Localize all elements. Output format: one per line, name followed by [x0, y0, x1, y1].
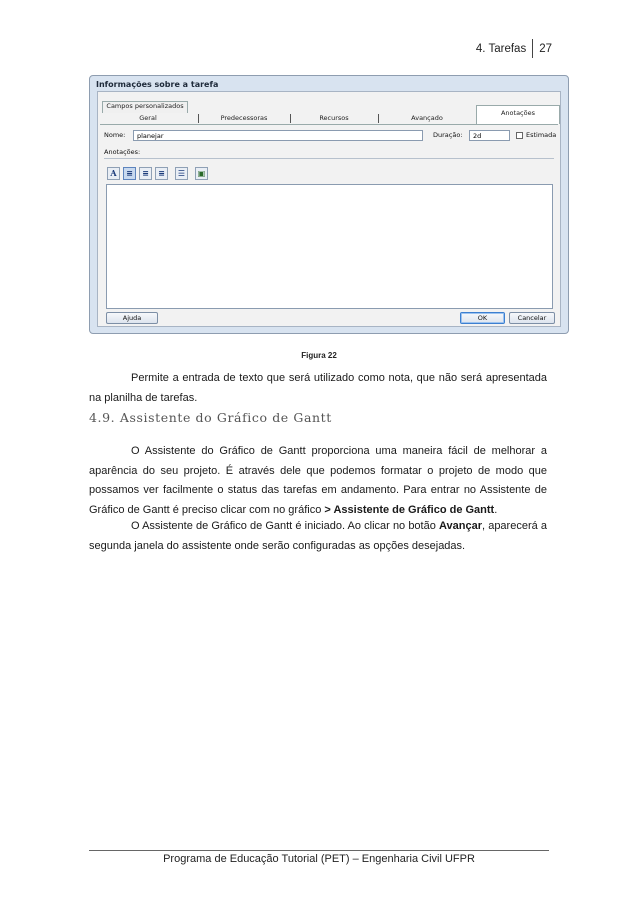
- estimated-label: Estimada: [526, 131, 557, 139]
- tab-custom-fields-label: Campos personalizados: [106, 102, 184, 110]
- paragraph-1: [89, 369, 547, 408]
- ok-button[interactable]: OK: [460, 312, 505, 324]
- align-left-icon[interactable]: ≡: [123, 167, 136, 180]
- estimated-checkbox[interactable]: [516, 132, 523, 139]
- notes-textarea[interactable]: [106, 184, 553, 309]
- bullets-icon[interactable]: ☰: [175, 167, 188, 180]
- header-divider: [532, 39, 533, 58]
- tab-general[interactable]: Geral: [139, 114, 157, 122]
- tab-advanced[interactable]: Avançado: [411, 114, 443, 122]
- page-header: [476, 39, 552, 58]
- chapter-title: 4. Tarefas: [475, 42, 527, 55]
- paragraph-2-bold: > Assistente de Gráfico de Gantt: [324, 503, 495, 516]
- tab-divider: [198, 114, 199, 123]
- name-label: Nome:: [104, 131, 126, 139]
- paragraph-3-bold: Avançar: [438, 520, 482, 532]
- dialog-title: Informações sobre a tarefa: [96, 80, 219, 89]
- tab-notes[interactable]: Anotações: [476, 105, 560, 124]
- tab-resources[interactable]: Recursos: [319, 114, 349, 122]
- font-icon[interactable]: A: [107, 167, 120, 180]
- align-center-icon[interactable]: ≡: [139, 167, 152, 180]
- figure-caption: Figura 22: [301, 351, 337, 360]
- name-field[interactable]: planejar: [133, 130, 423, 141]
- footer-rule: [89, 850, 549, 851]
- notes-label: Anotações:: [104, 148, 141, 156]
- paragraph-2: [89, 442, 547, 520]
- tab-divider: [378, 114, 379, 123]
- dialog-body: [97, 91, 561, 327]
- duration-label: Duração:: [433, 131, 463, 139]
- insert-object-icon[interactable]: ▣: [195, 167, 208, 180]
- page-number: 27: [539, 42, 552, 55]
- cancel-button[interactable]: Cancelar: [509, 312, 555, 324]
- help-button[interactable]: Ajuda: [106, 312, 158, 324]
- divider: [104, 158, 554, 159]
- notes-toolbar: [107, 167, 208, 181]
- paragraph-3-text: O Assistente de Gráfico de Gantt é iniciado. Ao clicar no botão: [131, 520, 439, 532]
- tab-custom-fields[interactable]: [102, 101, 188, 113]
- paragraph-3: [89, 517, 547, 556]
- paragraph-1-text: Permite a entrada de texto que será utilizado como nota, que não será apresentada na planilha de tarefas.: [89, 372, 547, 404]
- section-title: 4.9. Assistente do Gráfico de Gantt: [89, 410, 332, 425]
- page-footer: Programa de Educação Tutorial (PET) – Engenharia Civil UFPR: [163, 853, 475, 865]
- paragraph-2-end: .: [494, 503, 498, 516]
- tab-divider: [290, 114, 291, 123]
- paragraph-3-end: , aparecerá a segunda janela do assistente onde serão configuradas as opções desejadas.: [89, 520, 547, 552]
- tab-row: [100, 109, 558, 125]
- tab-predecessors[interactable]: Predecessoras: [220, 114, 268, 122]
- task-info-dialog-figure: [89, 75, 569, 334]
- duration-field[interactable]: 2d: [469, 130, 510, 141]
- paragraph-2-text: O Assistente do Gráfico de Gantt proporciona uma maneira fácil de melhorar a aparência do seu projeto. É através dele que podemos formatar o projeto de modo que possamos ver facilmente o status das tarefas em andamento. Para entrar no Assistente de Gráfico de Gantt é preciso clicar com no gráfico: [89, 445, 547, 516]
- align-right-icon[interactable]: ≡: [155, 167, 168, 180]
